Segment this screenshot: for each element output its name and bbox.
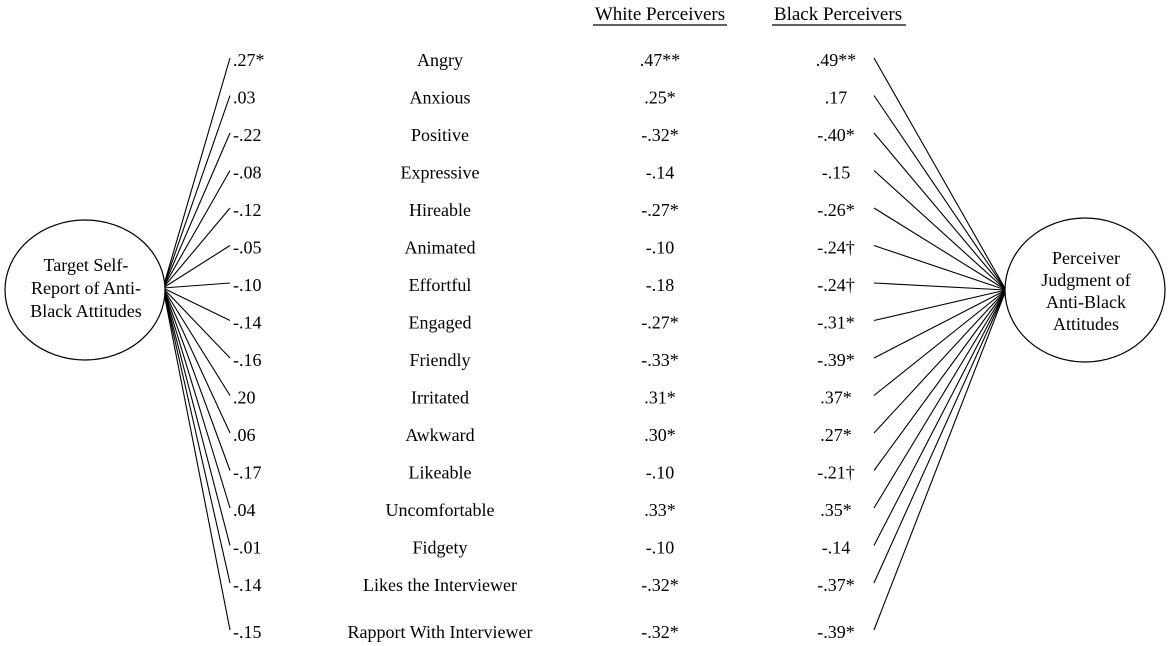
cue-row bbox=[233, 463, 855, 483]
cue-row bbox=[233, 622, 855, 642]
right-connector-line bbox=[874, 96, 1006, 291]
black-perceiver-correlation: -.40* bbox=[817, 125, 855, 145]
cue-row bbox=[233, 350, 855, 370]
left-connector-line bbox=[163, 288, 230, 358]
self-report-correlation: -.15 bbox=[233, 622, 262, 642]
right-connector-line bbox=[874, 290, 1006, 433]
right-connector-line bbox=[874, 283, 1006, 290]
right-connector-line bbox=[874, 208, 1006, 290]
white-perceiver-correlation: -.18 bbox=[645, 275, 675, 295]
right-connector-line bbox=[874, 133, 1006, 290]
cue-label: Fidgety bbox=[412, 537, 468, 558]
right-connector-line bbox=[874, 171, 1006, 291]
self-report-correlation: -.16 bbox=[233, 350, 262, 370]
left-connector-line bbox=[163, 288, 230, 433]
right-node-line-3: Anti-Black bbox=[1046, 292, 1126, 312]
self-report-correlation: .20 bbox=[233, 387, 256, 408]
left-node-line-1: Target Self- bbox=[43, 255, 129, 275]
left-connector-line bbox=[163, 288, 230, 630]
cue-label: Awkward bbox=[405, 425, 475, 445]
cue-row bbox=[233, 388, 852, 408]
self-report-correlation: .27* bbox=[233, 50, 265, 70]
right-node-line-1: Perceiver bbox=[1052, 248, 1120, 268]
white-perceiver-correlation: -.33* bbox=[641, 350, 679, 370]
black-perceiver-correlation: .35* bbox=[820, 500, 852, 520]
cue-row bbox=[233, 200, 855, 220]
right-connector-lines bbox=[874, 58, 1006, 630]
self-report-correlation: -.22 bbox=[233, 125, 262, 145]
black-perceiver-correlation: -.14 bbox=[821, 537, 851, 558]
cue-label: Friendly bbox=[409, 350, 471, 370]
right-connector-line bbox=[874, 290, 1006, 630]
white-perceiver-correlation: -.10 bbox=[645, 462, 675, 483]
cue-row bbox=[233, 575, 855, 595]
cue-label: Angry bbox=[417, 50, 463, 70]
self-report-correlation: -.08 bbox=[233, 162, 262, 183]
cue-row bbox=[233, 88, 847, 108]
black-perceiver-correlation: -.37* bbox=[817, 575, 855, 595]
left-connector-line bbox=[163, 171, 230, 289]
cue-row bbox=[233, 500, 852, 520]
left-connector-line bbox=[163, 288, 230, 583]
cue-row bbox=[233, 275, 855, 295]
white-perceiver-correlation: -.27* bbox=[641, 312, 679, 333]
cue-label: Animated bbox=[404, 237, 476, 258]
self-report-correlation: -.17 bbox=[233, 462, 262, 483]
cue-label: Likes the Interviewer bbox=[363, 575, 517, 595]
left-connector-lines bbox=[163, 58, 230, 630]
black-perceiver-correlation: -.26* bbox=[817, 200, 855, 220]
self-report-correlation: -.01 bbox=[233, 537, 262, 558]
white-perceiver-correlation: -.14 bbox=[645, 162, 675, 183]
cue-label: Expressive bbox=[400, 162, 480, 183]
cue-row bbox=[233, 425, 852, 445]
left-connector-line bbox=[163, 208, 230, 288]
white-perceiver-correlation: -.32* bbox=[641, 622, 679, 642]
cue-row bbox=[233, 125, 855, 145]
cue-rows bbox=[233, 50, 856, 642]
cue-row bbox=[233, 313, 855, 333]
self-report-correlation: -.10 bbox=[233, 275, 262, 295]
white-perceiver-correlation: .31* bbox=[644, 387, 676, 408]
cue-label: Effortful bbox=[408, 275, 472, 295]
perceiver-judgment-ellipse bbox=[1005, 218, 1165, 362]
self-report-correlation: -.05 bbox=[233, 237, 262, 258]
black-perceiver-correlation: .37* bbox=[820, 387, 852, 408]
white-perceiver-correlation: -.10 bbox=[645, 237, 675, 258]
cue-label: Rapport With Interviewer bbox=[347, 622, 533, 642]
cue-row bbox=[233, 50, 856, 70]
left-connector-line bbox=[163, 283, 230, 288]
cue-label: Hireable bbox=[409, 200, 471, 220]
self-report-correlation: -.12 bbox=[233, 200, 262, 220]
right-connector-line bbox=[874, 290, 1006, 583]
black-perceiver-correlation: .17 bbox=[824, 87, 848, 108]
right-node-line-2: Judgment of bbox=[1041, 270, 1131, 290]
cue-label: Anxious bbox=[409, 87, 471, 108]
self-report-correlation: .06 bbox=[233, 425, 256, 445]
black-perceiver-correlation: -.39* bbox=[817, 622, 855, 642]
left-connector-line bbox=[163, 288, 230, 508]
white-perceiver-correlation: .33* bbox=[644, 500, 676, 520]
right-connector-line bbox=[874, 290, 1006, 546]
black-perceiver-correlation: -.31* bbox=[817, 312, 855, 333]
black-perceiver-correlation: -.24† bbox=[817, 237, 855, 258]
cue-label: Engaged bbox=[408, 312, 472, 333]
white-perceiver-correlation: -.32* bbox=[641, 125, 679, 145]
target-self-report-node bbox=[5, 220, 165, 360]
cue-label: Uncomfortable bbox=[385, 500, 495, 520]
cue-row bbox=[233, 163, 850, 183]
perceiver-judgment-node bbox=[1005, 218, 1165, 362]
cue-label: Positive bbox=[410, 125, 470, 145]
self-report-correlation: .03 bbox=[233, 87, 256, 108]
cue-row bbox=[233, 238, 855, 258]
right-node-line-4: Attitudes bbox=[1053, 314, 1119, 334]
white-perceiver-correlation: -.10 bbox=[645, 537, 675, 558]
header-black-perceivers: Black Perceivers bbox=[773, 4, 903, 25]
white-perceiver-correlation: .30* bbox=[644, 425, 676, 445]
black-perceiver-correlation: .27* bbox=[820, 425, 852, 445]
white-perceiver-correlation: -.32* bbox=[641, 575, 679, 595]
right-connector-line bbox=[874, 290, 1006, 508]
header-white-perceivers: White Perceivers bbox=[594, 4, 726, 25]
self-report-correlation: .04 bbox=[233, 500, 256, 520]
left-connector-line bbox=[163, 58, 230, 288]
right-connector-line bbox=[874, 246, 1006, 291]
white-perceiver-correlation: -.27* bbox=[641, 200, 679, 220]
left-node-line-3: Black Attitudes bbox=[30, 301, 142, 321]
left-connector-line bbox=[163, 133, 230, 288]
left-connector-line bbox=[163, 96, 230, 289]
black-perceiver-correlation: .49** bbox=[815, 50, 857, 70]
right-connector-line bbox=[874, 290, 1006, 358]
cue-label: Likeable bbox=[408, 462, 472, 483]
self-report-correlation: -.14 bbox=[233, 575, 262, 595]
right-connector-line bbox=[874, 58, 1006, 290]
black-perceiver-correlation: -.21† bbox=[817, 462, 855, 483]
cue-label: Irritated bbox=[411, 387, 469, 408]
white-perceiver-correlation: .25* bbox=[644, 87, 676, 108]
white-perceiver-correlation: .47** bbox=[639, 50, 681, 70]
left-connector-line bbox=[163, 288, 230, 546]
self-report-correlation: -.14 bbox=[233, 312, 262, 333]
black-perceiver-correlation: -.24† bbox=[817, 275, 855, 295]
black-perceiver-correlation: -.15 bbox=[821, 162, 851, 183]
left-node-line-2: Report of Anti- bbox=[31, 278, 141, 298]
cue-row bbox=[233, 538, 850, 558]
black-perceiver-correlation: -.39* bbox=[817, 350, 855, 370]
